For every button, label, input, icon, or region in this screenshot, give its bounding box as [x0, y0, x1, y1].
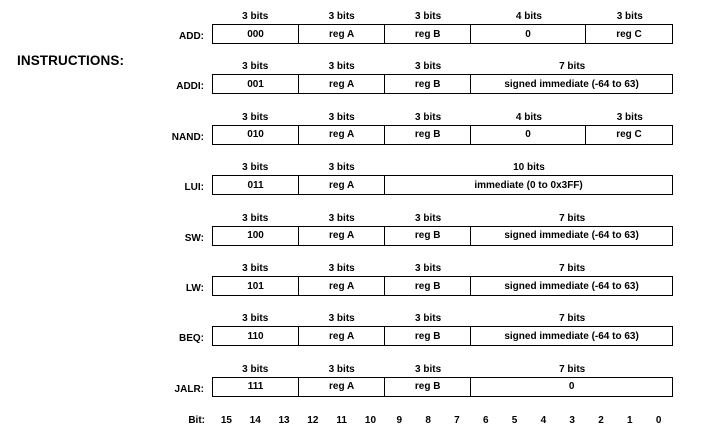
field-cell: immediate (0 to 0x3FF)	[474, 179, 583, 191]
field-cell: reg A	[299, 277, 385, 295]
field-cell: reg B	[385, 378, 471, 396]
instruction-fields	[212, 226, 673, 246]
opcode-name: ADD:	[179, 31, 204, 42]
field-cell: reg C	[616, 28, 642, 40]
field-cell: 0	[471, 25, 586, 43]
opcode-name: LW:	[185, 283, 204, 294]
bit-width-label: 7 bits	[559, 363, 586, 375]
bit-width-labels	[0, 111, 701, 125]
field-cell: signed immediate (-64 to 63)	[504, 230, 639, 242]
field-cell: signed immediate (-64 to 63)	[504, 78, 639, 90]
bit-number: 4	[540, 415, 547, 426]
instruction-fields	[212, 377, 673, 397]
field-cell: reg B	[385, 75, 471, 93]
instruction-fields	[212, 175, 673, 195]
bit-width-label: 3 bits	[242, 162, 269, 174]
field-cell: 111	[213, 378, 299, 396]
bit-number: 1	[627, 415, 633, 426]
opcode-name: ADDI:	[176, 81, 204, 93]
field-cell: 011	[213, 176, 299, 194]
instruction-fields	[212, 276, 673, 296]
field-cell: 010	[213, 126, 299, 144]
bit-width-label: 3 bits	[242, 61, 269, 73]
bit-width-labels	[0, 262, 701, 276]
field-cell: reg A	[299, 378, 385, 396]
instruction-row	[0, 161, 701, 211]
bit-width-label: 3 bits	[328, 313, 355, 325]
instruction-row	[0, 363, 701, 413]
bit-number-row	[0, 414, 701, 428]
field-cell: reg B	[385, 227, 471, 245]
instruction-fields	[212, 326, 673, 346]
field-cell: 001	[213, 75, 299, 93]
bit-number: 14	[249, 415, 261, 426]
bit-number: 11	[336, 415, 347, 426]
field-cell: signed immediate (-64 to 63)	[504, 330, 639, 342]
bit-width-label: 3 bits	[242, 363, 269, 375]
field-cell: 101	[213, 277, 299, 295]
field-cell: reg A	[299, 126, 385, 144]
opcode-name: BEQ:	[179, 333, 204, 345]
bit-width-label: 3 bits	[415, 61, 442, 73]
bit-width-label: 7 bits	[559, 263, 586, 274]
bit-width-label: 7 bits	[559, 313, 586, 325]
instruction-fields	[212, 24, 673, 44]
field-cell: 000	[213, 25, 299, 43]
bit-number: 0	[655, 415, 662, 426]
bit-width-labels	[0, 312, 701, 326]
bit-width-label: 3 bits	[415, 111, 442, 123]
bit-number: 10	[364, 415, 377, 426]
bit-number: 13	[278, 415, 290, 426]
bit-number: 12	[307, 415, 319, 426]
opcode-name: NAND:	[171, 131, 204, 143]
bit-width-label: 3 bits	[242, 263, 269, 274]
instruction-row	[0, 262, 701, 312]
field-cell: reg B	[385, 277, 471, 295]
field-cell: reg B	[385, 126, 471, 144]
bit-number: 3	[569, 415, 575, 426]
bit-number: 7	[454, 415, 460, 426]
bit-width-label: 3 bits	[415, 313, 442, 325]
bit-width-label: 3 bits	[616, 11, 643, 22]
field-cell: 0	[471, 126, 586, 144]
bit-width-label: 3 bits	[242, 111, 269, 123]
instruction-fields	[212, 125, 673, 145]
field-cell: 0	[568, 381, 575, 393]
bit-number: 6	[482, 415, 489, 426]
bit-number: 8	[425, 415, 431, 426]
bit-number: 5	[511, 415, 518, 426]
bit-width-label: 3 bits	[328, 11, 355, 22]
bit-width-label: 3 bits	[415, 11, 442, 22]
bit-width-label: 3 bits	[415, 263, 442, 274]
bit-width-label: 7 bits	[559, 61, 586, 73]
field-cell: signed immediate (-64 to 63)	[504, 280, 639, 292]
field-cell: reg A	[299, 176, 385, 194]
field-cell: reg A	[299, 227, 385, 245]
bit-width-labels	[0, 10, 701, 24]
field-cell: reg C	[616, 129, 642, 141]
opcode-name: JALR:	[174, 383, 204, 395]
instruction-row	[0, 111, 701, 161]
field-cell: reg A	[299, 75, 385, 93]
instruction-row	[0, 312, 701, 362]
instruction-fields	[212, 74, 673, 94]
bit-width-labels	[0, 161, 701, 175]
bit-width-label: 7 bits	[559, 212, 586, 224]
field-cell: reg B	[385, 25, 471, 43]
bit-row-label: Bit:	[188, 415, 205, 426]
bit-width-label: 10 bits	[513, 162, 545, 174]
instruction-row	[0, 10, 701, 60]
bit-width-label: 3 bits	[328, 212, 355, 224]
field-cell: 110	[213, 327, 299, 345]
bit-number: 15	[220, 415, 232, 426]
bit-width-label: 4 bits	[515, 111, 542, 123]
bit-width-label: 3 bits	[242, 11, 269, 22]
bit-number: 2	[598, 415, 604, 426]
bit-width-label: 3 bits	[328, 162, 355, 174]
field-cell: reg A	[299, 327, 385, 345]
opcode-name: SW:	[184, 232, 204, 244]
bit-width-label: 3 bits	[328, 263, 355, 274]
bit-width-labels	[0, 363, 701, 377]
instruction-row	[0, 212, 701, 262]
bit-number: 9	[396, 415, 403, 426]
field-cell: 100	[213, 227, 299, 245]
bit-width-labels	[0, 60, 701, 74]
opcode-name: LUI:	[184, 182, 204, 194]
instruction-row	[0, 60, 701, 110]
bit-width-label: 3 bits	[328, 363, 355, 375]
bit-width-label: 4 bits	[515, 11, 542, 22]
bit-width-label: 3 bits	[242, 313, 269, 325]
field-cell: reg A	[299, 25, 385, 43]
bit-width-label: 3 bits	[328, 61, 355, 73]
bit-width-label: 3 bits	[328, 111, 355, 123]
field-cell: reg B	[385, 327, 471, 345]
bit-width-label: 3 bits	[242, 212, 269, 224]
bit-width-label: 3 bits	[415, 363, 442, 375]
bit-width-labels	[0, 212, 701, 226]
bit-width-label: 3 bits	[616, 111, 643, 123]
page-heading: INSTRUCTIONS:	[17, 53, 125, 68]
bit-width-label: 3 bits	[415, 212, 442, 224]
